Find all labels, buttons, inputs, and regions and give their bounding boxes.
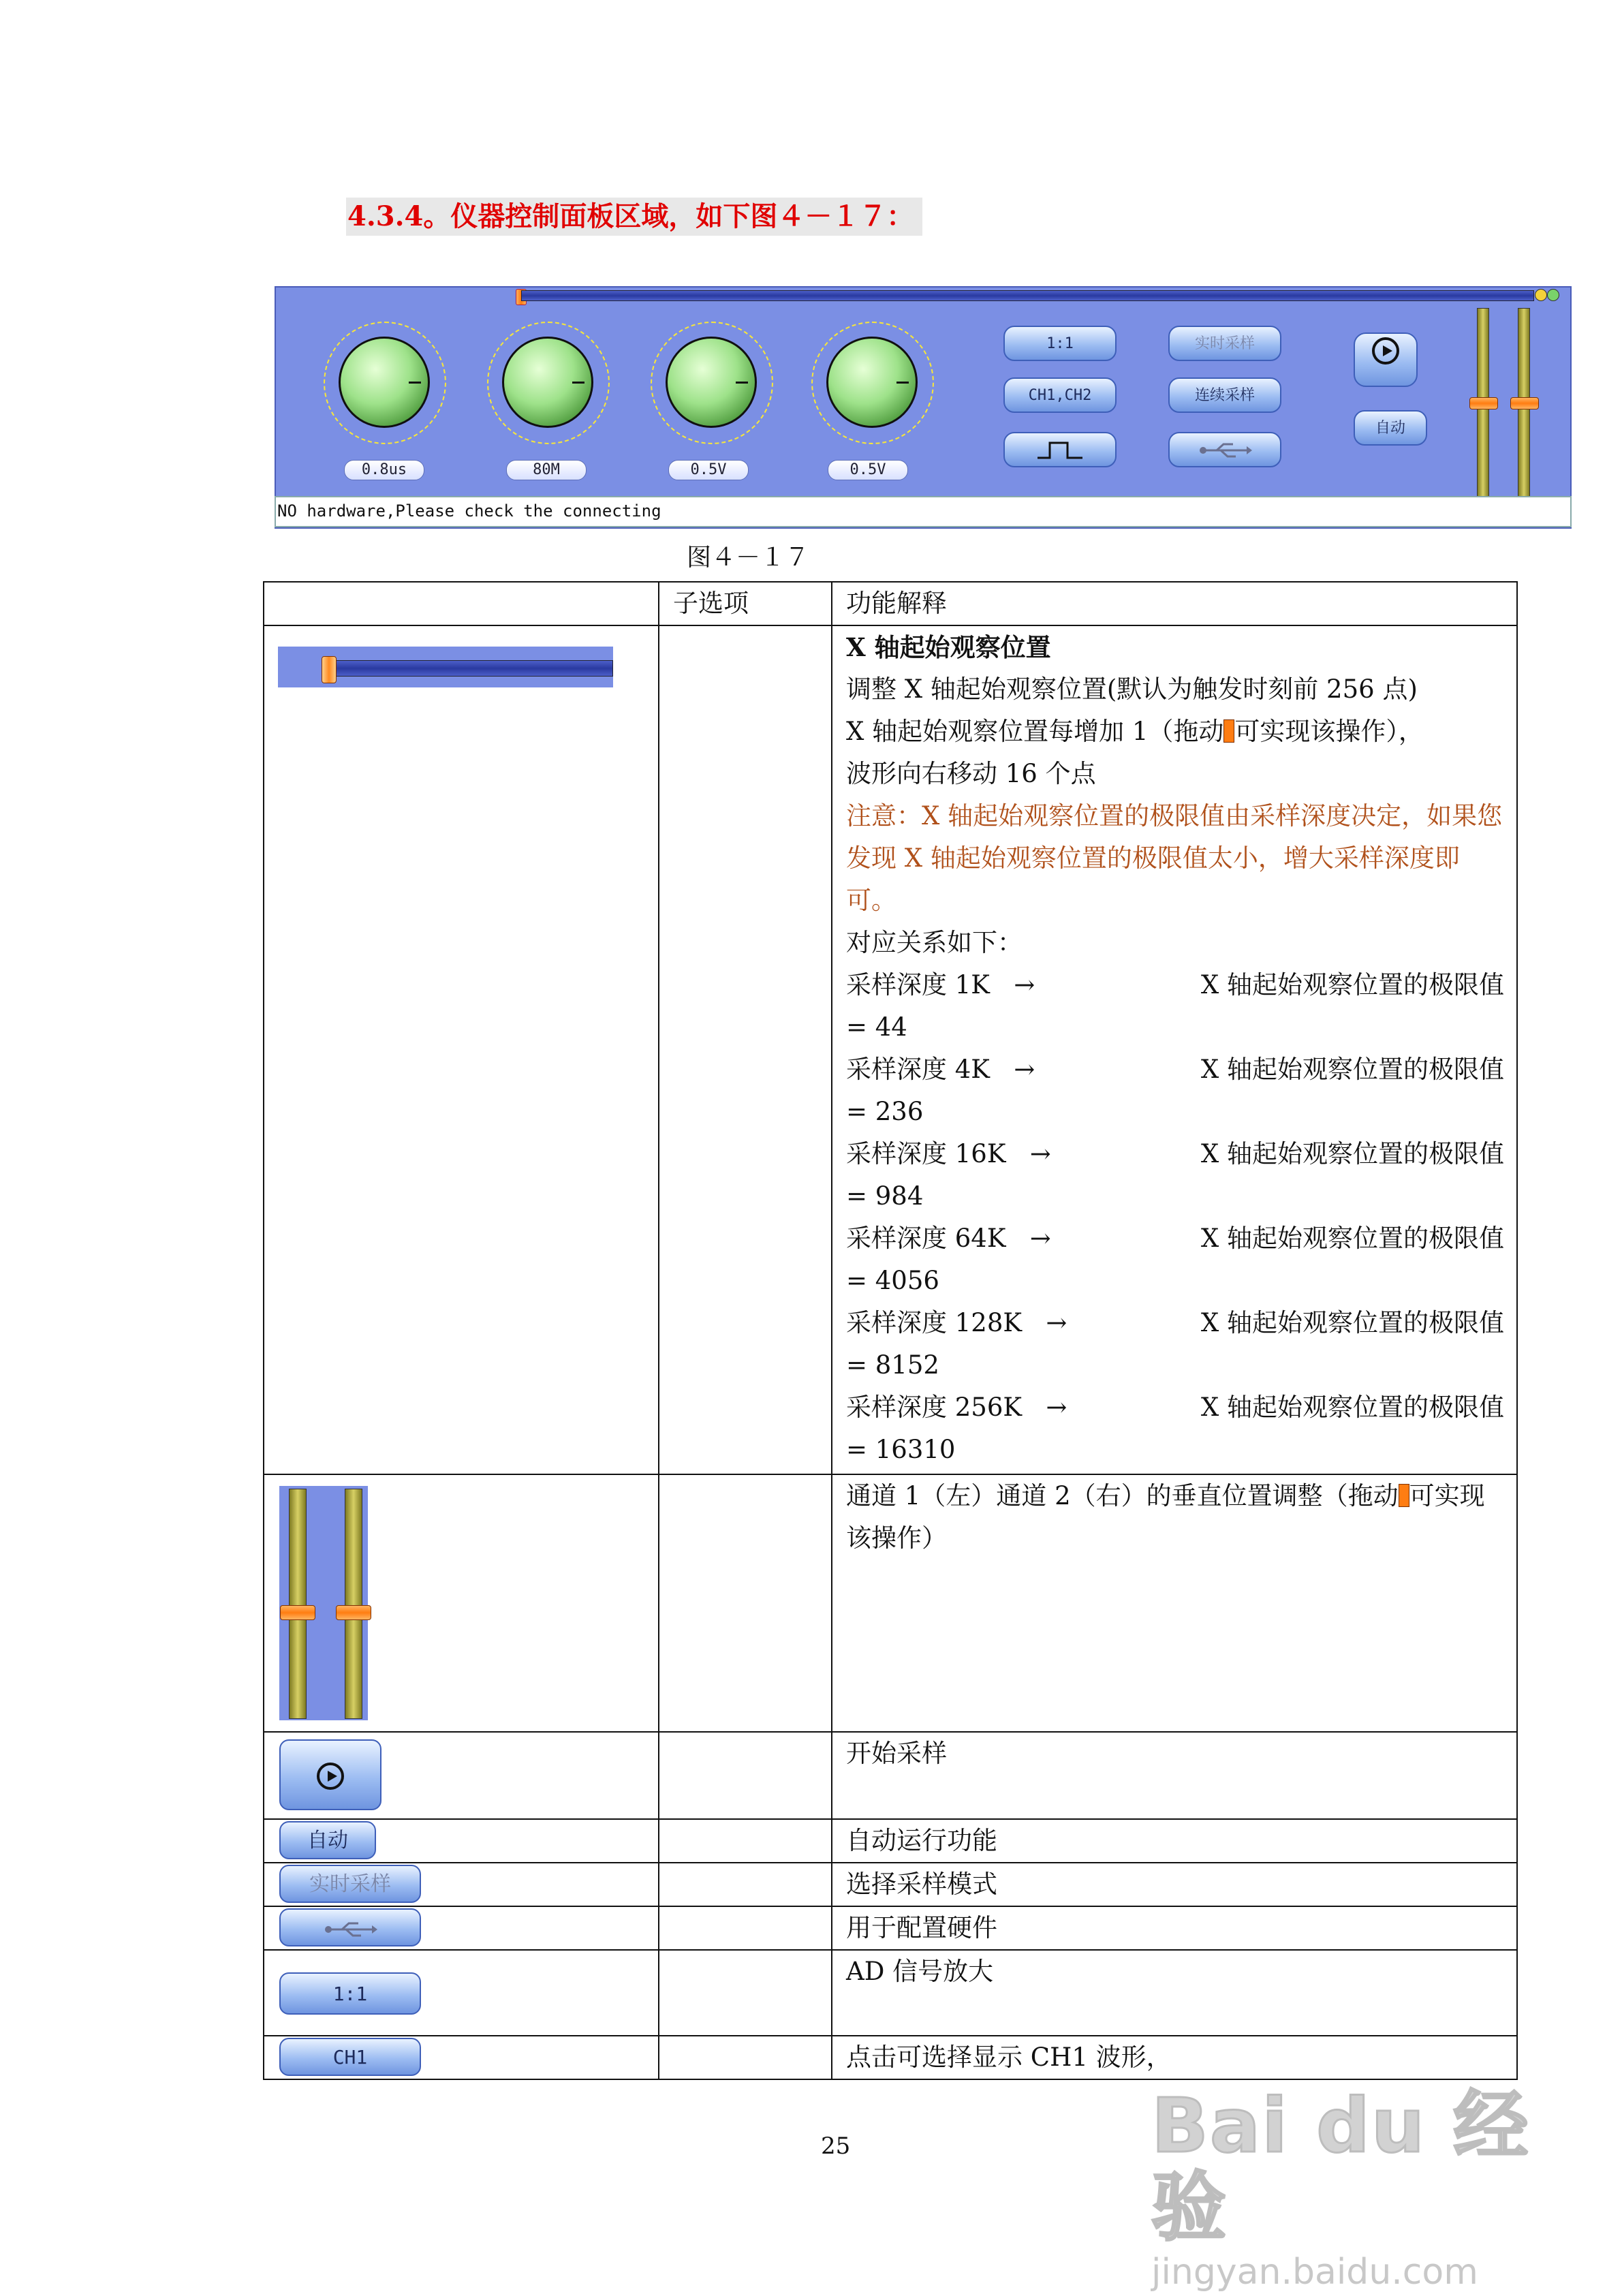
ch2-vertical-thumb[interactable] (1510, 397, 1539, 409)
timebase-knob[interactable] (324, 322, 446, 444)
realtime-sampling-preview: 实时采样 (279, 1865, 421, 1903)
mapping-list: 采样深度 1K → X 轴起始观察位置的极限值 = 44 采样深度 4K → X 轴起始观察位置的极限值 = 236 采样深度 16K → X 轴起始观察位置的极限值 = 984 采样深度 64K → X 轴起始观察位置的极限值 = 4056 采样深度 128K → X 轴起始观察位置的极限值 = 8152 采样深度 256K → X 轴起始观察位置的极限值 = 16310 (846, 970, 1504, 1464)
ch1-volts-value: 0.5V (668, 460, 749, 480)
realtime-sampling-button[interactable]: 实时采样 (1168, 326, 1281, 361)
function-table (263, 581, 1518, 2080)
row-line: 调整 X 轴起始观察位置(默认为触发时刻前 256 点) (846, 674, 1418, 704)
ratio-button-preview: 1:1 (279, 1972, 421, 2015)
usb-icon (1198, 440, 1252, 461)
x-start-slider-preview (278, 647, 613, 687)
sample-rate-value: 80M (506, 460, 587, 480)
play-icon (1372, 337, 1399, 364)
slider-thumb-icon (1399, 1484, 1409, 1507)
table-header-row (264, 582, 1517, 625)
row-note: 注意：X 轴起始观察位置的极限值由采样深度决定，如果您发现 X 轴起始观察位置的极限值太小，增大采样深度即可。 (846, 801, 1503, 915)
vertical-slider-preview (279, 1486, 368, 1720)
toggle-icon[interactable] (1535, 289, 1547, 301)
ratio-button[interactable]: 1:1 (1003, 326, 1117, 361)
usb-icon (319, 1919, 381, 1940)
header-function: 功能解释 (832, 582, 1517, 625)
auto-button-preview: 自动 (279, 1821, 376, 1859)
toggle-icon[interactable] (1547, 289, 1559, 301)
header-cell (264, 582, 659, 625)
section-heading: 4.3.4。仪器控制面板区域，如下图４－１７： (346, 198, 922, 236)
table-row (264, 1819, 1517, 1863)
row-text: 自动运行功能 (832, 1819, 1517, 1863)
ch2-volts-value: 0.5V (828, 460, 908, 480)
watermark-brand: Bai du 经验 (1151, 2082, 1530, 2251)
hardware-config-button[interactable] (1168, 432, 1281, 467)
mapping-intro: 对应关系如下： (846, 928, 1023, 957)
pulse-icon (1036, 440, 1084, 461)
trigger-edge-button[interactable] (1003, 432, 1117, 467)
figure-caption: 图４－１７ (687, 544, 810, 572)
table-row (264, 2036, 1517, 2079)
watermark (1151, 2082, 1533, 2293)
table-row (264, 1863, 1517, 1906)
table-row (264, 1950, 1517, 2036)
row-text: AD 信号放大 (832, 1950, 1517, 2036)
usb-config-preview (279, 1908, 421, 1946)
x-start-slider[interactable] (521, 290, 1534, 301)
timebase-value: 0.8us (344, 460, 424, 480)
play-icon (317, 1763, 344, 1790)
table-row (264, 1732, 1517, 1819)
row-text: 用于配置硬件 (832, 1906, 1517, 1950)
table-row (264, 625, 1517, 1474)
status-bar: NO hardware,Please check the connecting (275, 496, 1572, 527)
watermark-url: jingyan.baidu.com (1151, 2252, 1478, 2293)
channel-select-button[interactable]: CH1,CH2 (1003, 377, 1117, 413)
row-text: 开始采样 (832, 1732, 1517, 1819)
control-panel (275, 286, 1572, 529)
ch2-volts-knob[interactable] (811, 322, 934, 444)
start-sampling-button-preview (279, 1739, 381, 1810)
row-text: 选择采样模式 (832, 1863, 1517, 1906)
continuous-sampling-button[interactable]: 连续采样 (1168, 377, 1281, 413)
page-number: 25 (821, 2132, 851, 2160)
row-text: 通道 1（左）通道 2（右）的垂直位置调整（拖动 可实现该操作） (846, 1481, 1485, 1553)
ch1-volts-knob[interactable] (651, 322, 773, 444)
table-row (264, 1906, 1517, 1950)
auto-button[interactable]: 自动 (1354, 410, 1427, 446)
row-line: 波形向右移动 16 个点 (846, 759, 1096, 788)
ch1-button-preview: CH1 (279, 2038, 421, 2076)
ch1-vertical-slider[interactable] (1477, 308, 1489, 500)
sample-rate-knob[interactable] (487, 322, 610, 444)
ch2-vertical-slider[interactable] (1518, 308, 1530, 500)
ch1-vertical-thumb[interactable] (1469, 397, 1498, 409)
header-sub-option: 子选项 (659, 582, 832, 625)
start-sampling-button[interactable] (1354, 332, 1418, 387)
row-text: 点击可选择显示 CH1 波形， (832, 2036, 1517, 2079)
row-title: X 轴起始观察位置 (846, 632, 1051, 662)
row-line: X 轴起始观察位置每增加 1（拖动 可实现该操作）， (846, 717, 1424, 746)
table-row (264, 1474, 1517, 1732)
slider-thumb-icon (1223, 719, 1234, 743)
